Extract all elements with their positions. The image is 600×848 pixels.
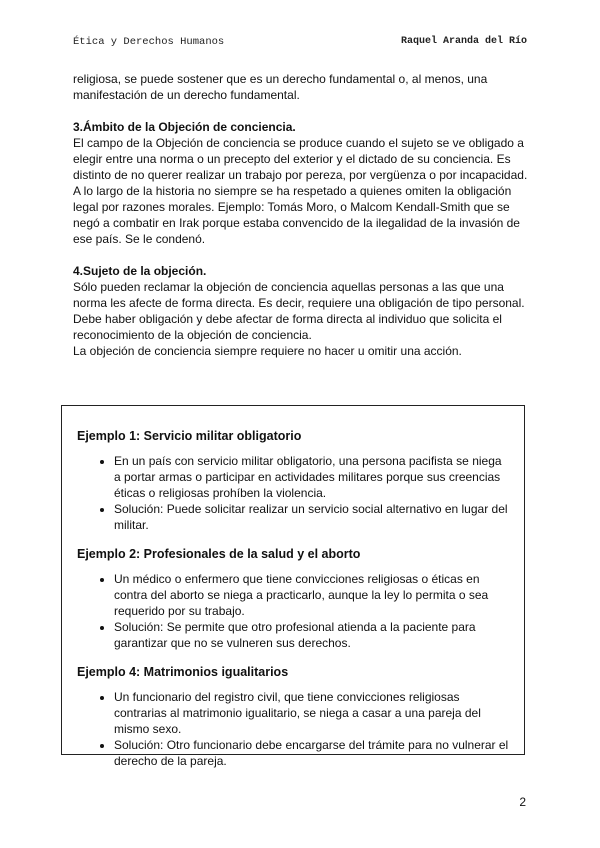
list-item: • Un funcionario del registro civil, que tiene convicciones religiosas contrarias al matrimonio igualitario, se niega a casar a una pareja del mismo sexo. xyxy=(114,689,510,737)
section-ambito xyxy=(73,119,529,247)
example-bullet-list xyxy=(77,571,510,651)
example-title: Ejemplo 1: Servicio militar obligatorio xyxy=(77,429,302,443)
section-title: 4.Sujeto de la objeción. xyxy=(73,264,207,278)
list-item: • En un país con servicio militar obligatorio, una persona pacifista se niega a portar armas o participar en actividades militares porque sus creencias éticas o religiosas prohíben la violencia. xyxy=(114,453,510,501)
section-paragraph: El campo de la Objeción de conciencia se produce cuando el sujeto se ve obligado a elegir entre una norma o un precepto del exterior y el dictado de su conciencia. Es distinto de no querer realizar un trabajo por pereza, por vergüenza o por incapacidad. xyxy=(73,136,528,182)
examples-box xyxy=(61,405,525,768)
section-paragraph: La objeción de conciencia siempre requiere no hacer u omitir una acción. xyxy=(73,344,462,358)
section-paragraph: Sólo pueden reclamar la objeción de conciencia aquellas personas a las que una norma les afecte de forma directa. Es decir, requiere una obligación de tipo personal. xyxy=(73,280,525,310)
example-title: Ejemplo 4: Matrimonios igualitarios xyxy=(77,665,289,679)
section-paragraph: Debe haber obligación y debe afectar de forma directa al individuo que solicita el reconocimiento de la objeción de conciencia. xyxy=(73,312,502,342)
intro-continuation: religiosa, se puede sostener que es un derecho fundamental o, al menos, una manifestación de un derecho fundamental. xyxy=(73,72,488,102)
example-bullet-list xyxy=(77,689,510,769)
page-header xyxy=(73,36,527,50)
header-author: Raquel Aranda del Río xyxy=(400,36,527,47)
section-paragraph: A lo largo de la historia no siempre se ha respetado a quienes omiten la obligación legal por razones morales. Ejemplo: Tomás Moro, o Malcom Kendall-Smith que se negó a combatir en Irak porque estaba convencido de la ilegalidad de la invasión de ese país. Se le condenó. xyxy=(73,184,520,246)
list-item: • Solución: Otro funcionario debe encargarse del trámite para no vulnerar el derecho de la pareja. xyxy=(114,737,510,769)
page-number: 2 xyxy=(519,795,526,809)
example-bullet-list xyxy=(77,453,510,533)
list-item: • Un médico o enfermero que tiene convicciones religiosas o éticas en contra del aborto se niega a practicarlo, aunque la ley lo permita o sea requerido por su trabajo. xyxy=(114,571,510,619)
section-title: 3.Ámbito de la Objeción de conciencia. xyxy=(73,120,296,134)
header-course-title: Ética y Derechos Humanos xyxy=(73,36,225,48)
example-title: Ejemplo 2: Profesionales de la salud y el aborto xyxy=(77,547,361,561)
list-item: • Solución: Se permite que otro profesional atienda a la paciente para garantizar que no se vulneren sus derechos. xyxy=(114,619,510,651)
list-item: • Solución: Puede solicitar realizar un servicio social alternativo en lugar del militar. xyxy=(114,501,510,533)
section-sujeto xyxy=(73,263,529,359)
document-body xyxy=(73,71,529,359)
